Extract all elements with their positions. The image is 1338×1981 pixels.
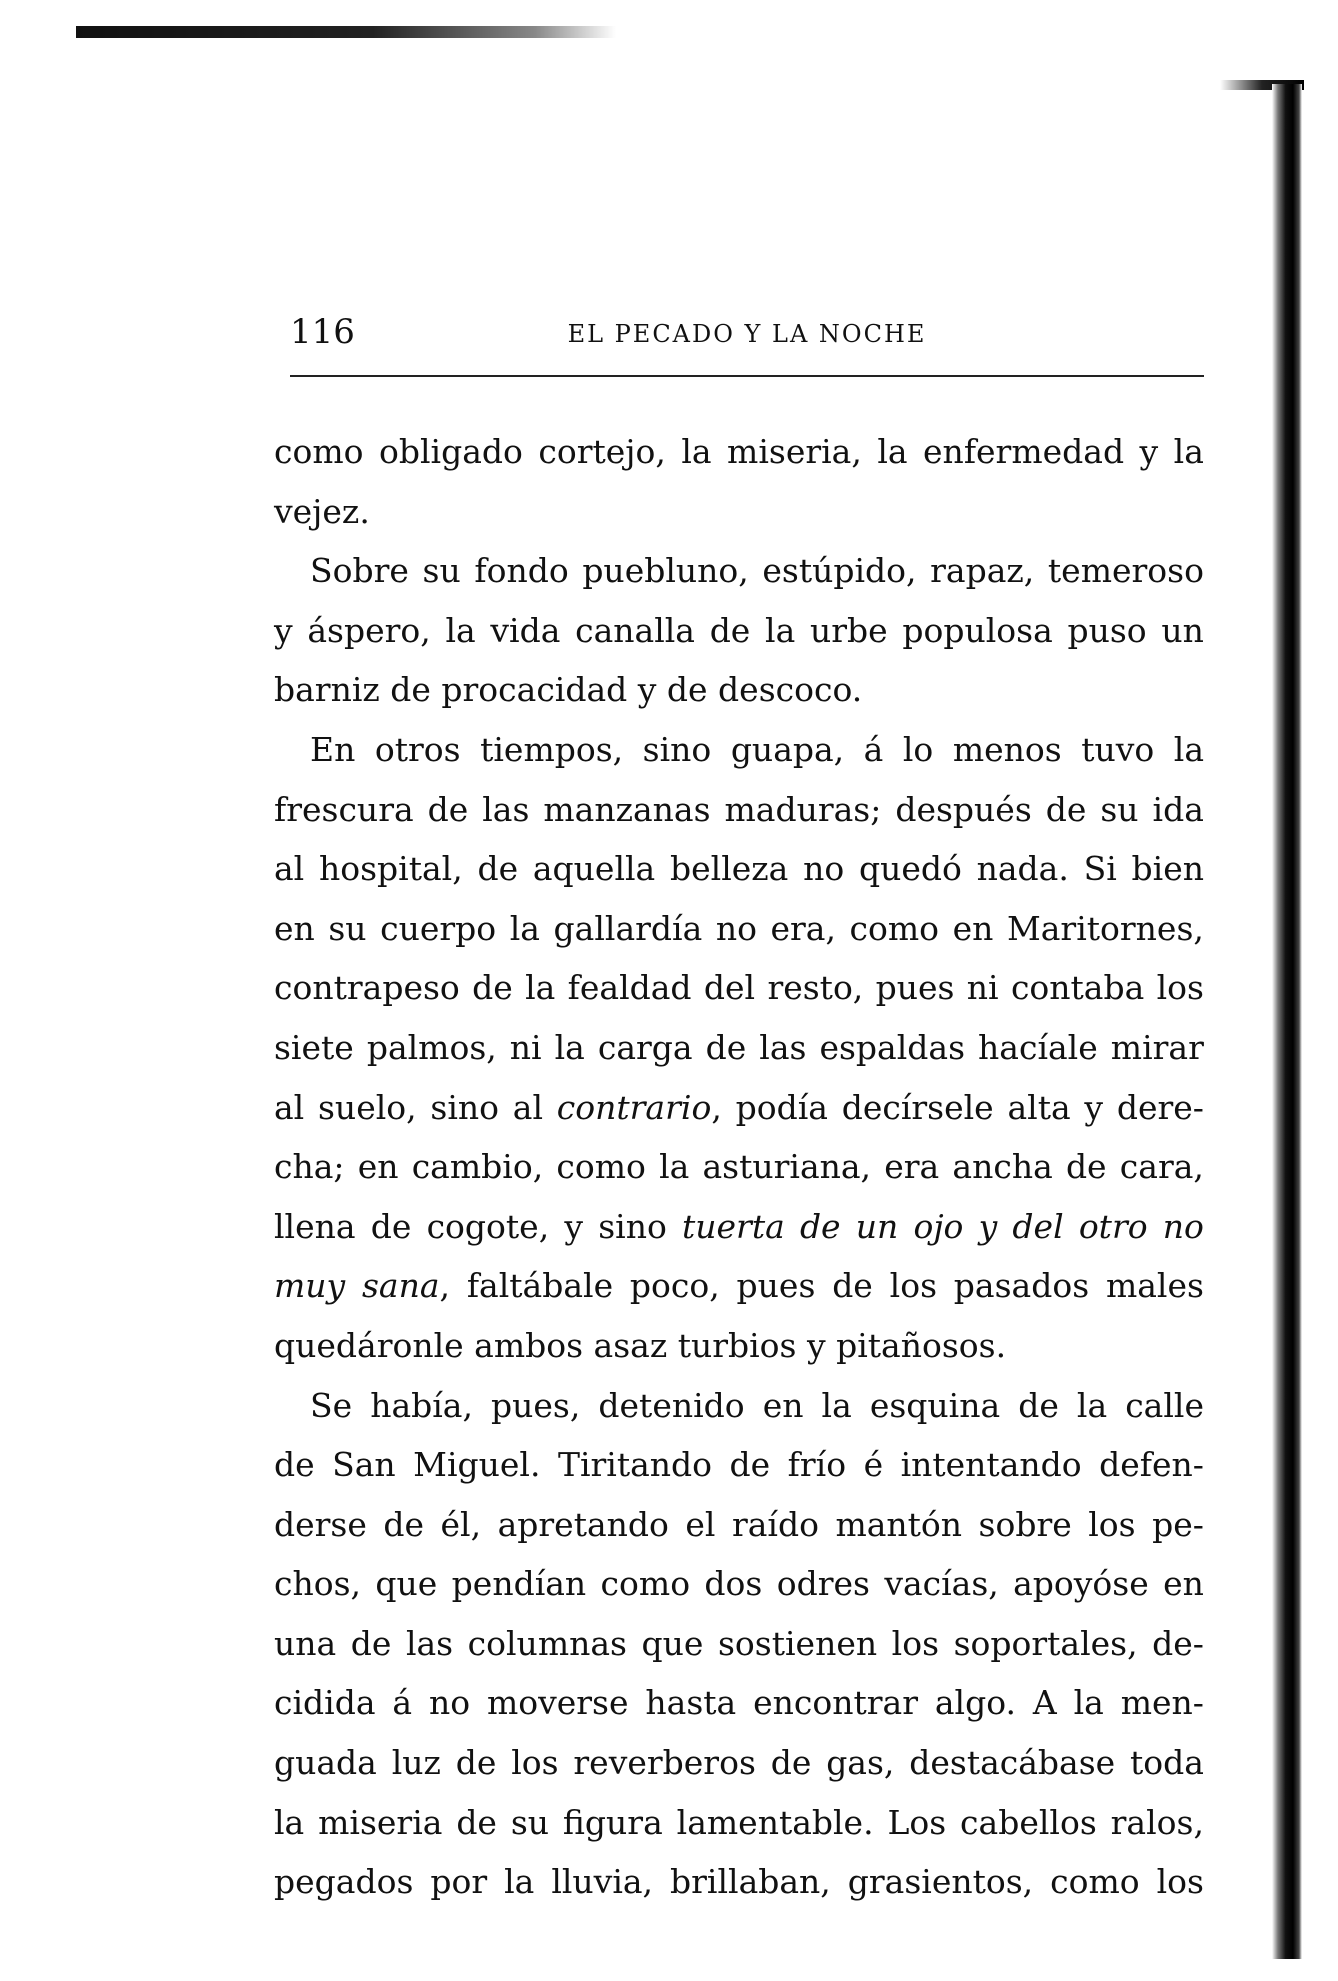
text-segment: de <box>1045 789 1087 829</box>
text-segment: los <box>1156 968 1204 1008</box>
text-segment: pegados <box>274 1862 414 1902</box>
text-segment: hacíale <box>978 1027 1098 1067</box>
text-segment: en <box>952 908 994 948</box>
text-line <box>274 1618 1204 1678</box>
text-segment: fondo <box>474 551 569 591</box>
text-segment: que <box>375 1564 438 1604</box>
text-segment: y <box>274 610 293 650</box>
text-segment: no <box>715 908 757 948</box>
text-segment: de <box>709 610 751 650</box>
text-segment: miseria <box>318 1802 443 1842</box>
text-segment: la <box>274 1802 305 1842</box>
text-segment: llena <box>274 1206 356 1246</box>
text-segment: de <box>832 1266 873 1306</box>
text-segment: menos <box>952 729 1062 769</box>
text-line <box>274 1677 1204 1737</box>
text-segment: ni <box>509 1027 542 1067</box>
text-segment: como <box>274 432 364 471</box>
text-segment: de <box>477 849 519 889</box>
text-segment: Si <box>1083 849 1117 889</box>
text-segment: de <box>383 1504 425 1544</box>
text-segment: guada <box>274 1743 377 1783</box>
text-segment: sino <box>598 1206 667 1246</box>
text-segment: males <box>1105 1266 1204 1306</box>
text-segment: puebluno, <box>582 551 749 591</box>
text-segment: su <box>1100 789 1139 829</box>
text-segment: encontrar <box>753 1683 918 1723</box>
text-segment: de <box>455 1743 497 1783</box>
text-segment: y <box>1084 1087 1104 1127</box>
text-segment: cogote, <box>426 1206 550 1246</box>
text-segment: su <box>328 908 367 948</box>
text-segment: sino <box>430 1087 500 1127</box>
text-segment: de <box>1065 1147 1107 1187</box>
text-segment: la <box>659 1147 690 1187</box>
text-segment: lamentable. <box>676 1802 874 1842</box>
italic-text: de <box>799 1206 841 1246</box>
text-segment: él, <box>440 1504 482 1544</box>
text-segment: de <box>456 1802 497 1842</box>
text-segment: los <box>891 1623 940 1663</box>
text-segment: sino <box>642 729 712 769</box>
text-segment: toda <box>1130 1743 1204 1783</box>
text-line <box>274 1439 1204 1499</box>
text-segment: en <box>1163 1564 1204 1604</box>
text-segment: la <box>1073 1683 1104 1723</box>
header-rule <box>290 375 1204 377</box>
word <box>557 1082 722 1142</box>
text-segment: destacábase <box>909 1743 1116 1783</box>
text-segment: urbe <box>809 610 888 650</box>
text-segment: ni <box>966 968 999 1008</box>
text-segment: como <box>556 1147 646 1187</box>
text-segment: suelo, <box>318 1087 417 1127</box>
text-segment: los <box>889 1266 937 1306</box>
text-line <box>274 1737 1204 1797</box>
text-segment: la <box>445 610 476 650</box>
text-segment: pues, <box>491 1385 581 1425</box>
scan-edge-top <box>76 26 616 38</box>
text-segment: estúpido, <box>762 551 917 591</box>
text-segment: era <box>884 1147 940 1187</box>
text-segment: cortejo, <box>538 432 666 471</box>
text-segment: siete <box>274 1027 354 1067</box>
text-line <box>274 545 1204 605</box>
running-title: EL PECADO Y LA NOCHE <box>567 320 927 348</box>
text-segment: quedáronle ambos asaz turbios y pitañosos. <box>274 1325 1007 1365</box>
text-segment: sostienen <box>717 1623 878 1663</box>
text-segment: como <box>600 1564 691 1604</box>
text-segment: manzanas <box>543 789 711 829</box>
text-segment: pendían <box>451 1564 587 1604</box>
text-segment: cambio, <box>411 1147 544 1187</box>
text-segment: Miguel. <box>413 1445 541 1485</box>
text-segment: la <box>554 1027 585 1067</box>
text-segment: la <box>504 1862 535 1902</box>
text-segment: gas, <box>826 1743 895 1783</box>
text-segment: de <box>274 1445 315 1485</box>
text-segment: el <box>685 1504 716 1544</box>
text-segment: los <box>1088 1504 1136 1544</box>
text-segment: guapa, <box>730 729 845 769</box>
text-segment: soportales, <box>953 1623 1138 1663</box>
text-segment: áspero, <box>307 610 431 650</box>
text-segment: un <box>1161 610 1204 650</box>
text-segment: vejez. <box>274 491 370 531</box>
italic-text: del <box>1012 1206 1064 1246</box>
text-segment: enfermedad <box>923 432 1125 471</box>
text-segment: En <box>310 729 356 769</box>
text-line <box>274 1380 1204 1440</box>
text-segment: de <box>705 1027 747 1067</box>
text-segment: pe- <box>1152 1504 1204 1544</box>
text-segment: asturiana, <box>702 1147 872 1187</box>
text-segment: bien <box>1131 849 1204 889</box>
text-line <box>274 486 1204 546</box>
text-segment: de <box>770 1743 812 1783</box>
text-segment: su <box>422 551 461 591</box>
text-segment: cha; <box>274 1147 345 1187</box>
text-line <box>274 1558 1204 1618</box>
text-segment: como <box>849 908 940 948</box>
text-segment: fealdad <box>567 968 692 1008</box>
text-segment: la <box>1173 729 1204 769</box>
text-line <box>274 605 1204 665</box>
text-segment: en <box>357 1147 399 1187</box>
italic-text: sana <box>362 1266 440 1306</box>
text-segment: reverberos <box>573 1743 756 1783</box>
text-segment: su <box>510 1802 550 1842</box>
text-segment: que <box>641 1623 704 1663</box>
text-segment: cidida <box>274 1683 376 1723</box>
text-segment: cuerpo <box>380 908 497 948</box>
text-segment: hospital, <box>318 849 463 889</box>
text-segment: al <box>512 1087 544 1127</box>
text-line <box>274 1022 1204 1082</box>
text-segment: ida <box>1152 789 1204 829</box>
text-segment: Se <box>310 1385 353 1425</box>
italic-text: ojo <box>913 1206 964 1246</box>
italic-text: muy <box>274 1266 346 1306</box>
text-segment: la <box>877 432 908 471</box>
text-segment: alta <box>1007 1087 1071 1127</box>
text-segment: Los <box>887 1802 947 1842</box>
text-line <box>274 1141 1204 1201</box>
text-segment: en <box>762 1385 804 1425</box>
text-segment: populosa <box>902 610 1053 650</box>
text-segment: la <box>525 968 556 1008</box>
text-segment: figura <box>562 1802 663 1842</box>
text-segment: y <box>564 1206 584 1246</box>
text-segment: canalla <box>575 610 695 650</box>
text-segment: nada. <box>976 849 1069 889</box>
page-number: 116 <box>290 312 355 352</box>
text-segment: dos <box>704 1564 763 1604</box>
text-segment: pasados <box>953 1266 1090 1306</box>
text-segment: otros <box>374 729 461 769</box>
text-segment: y <box>1139 432 1159 471</box>
text-segment: al <box>274 849 305 889</box>
italic-text: tuerta <box>682 1206 785 1246</box>
text-segment: decírsele <box>841 1087 994 1127</box>
text-segment: era, <box>770 908 836 948</box>
text-segment: de <box>427 789 469 829</box>
text-segment: la <box>765 610 796 650</box>
text-segment: A <box>1032 1683 1057 1723</box>
text-line <box>274 1082 1204 1142</box>
text-segment: lo <box>902 729 934 769</box>
text-segment: en <box>274 908 315 948</box>
text-segment: contaba <box>1010 968 1145 1008</box>
text-segment: vacías, <box>884 1564 999 1604</box>
text-segment: las <box>405 1623 454 1663</box>
text-segment: chos, <box>274 1564 362 1604</box>
text-line <box>274 1320 1204 1380</box>
text-line <box>274 426 1204 486</box>
text-line <box>274 724 1204 784</box>
text-segment: rapaz, <box>930 551 1035 591</box>
text-segment: faltábale <box>466 1266 614 1306</box>
text-segment: calle <box>1125 1385 1204 1425</box>
italic-text: contrario <box>556 1087 712 1127</box>
text-segment: barniz de procacidad y de descoco. <box>274 670 863 710</box>
text-segment: San <box>332 1445 396 1485</box>
text-segment: como <box>1050 1862 1140 1902</box>
text-segment: Sobre <box>310 551 409 591</box>
text-segment: luz <box>391 1743 441 1783</box>
text-segment: por <box>430 1862 488 1902</box>
text-segment: espaldas <box>819 1027 966 1067</box>
text-segment: de <box>350 1623 392 1663</box>
text-segment: men- <box>1120 1683 1204 1723</box>
text-line <box>274 843 1204 903</box>
text-segment: había, <box>370 1385 473 1425</box>
text-segment: no <box>803 849 845 889</box>
text-segment: de <box>729 1445 771 1485</box>
text-segment: ralos, <box>1110 1802 1204 1842</box>
text-segment: cara, <box>1119 1147 1204 1187</box>
text-segment: frescura <box>274 789 414 829</box>
text-segment: sobre <box>978 1504 1072 1544</box>
text-segment: de- <box>1152 1623 1204 1663</box>
text-segment: vida <box>490 610 561 650</box>
text-segment: odres <box>776 1564 870 1604</box>
text-line <box>274 1797 1204 1857</box>
word <box>362 1260 450 1320</box>
text-segment: esquina <box>869 1385 1001 1425</box>
text-segment: de <box>472 968 513 1008</box>
text-segment: tiempos, <box>480 729 624 769</box>
text-segment: las <box>759 1027 807 1067</box>
text-segment: algo. <box>934 1683 1016 1723</box>
text-segment: de <box>1018 1385 1059 1425</box>
text-segment: é <box>863 1445 884 1485</box>
text-segment: mantón <box>835 1504 963 1544</box>
text-segment: la <box>509 908 540 948</box>
text-line <box>274 1260 1204 1320</box>
text-segment: frío <box>787 1445 847 1485</box>
text-segment: moverse <box>486 1683 629 1723</box>
text-segment: podía <box>735 1087 828 1127</box>
text-segment: aquella <box>532 849 656 889</box>
text-segment: las <box>482 789 530 829</box>
text-segment: palmos, <box>366 1027 497 1067</box>
text-segment: del <box>703 968 756 1008</box>
text-segment: columnas <box>467 1623 627 1663</box>
italic-text: un <box>855 1206 899 1246</box>
text-segment: hasta <box>645 1683 737 1723</box>
text-segment: puso <box>1067 610 1147 650</box>
italic-text: no <box>1162 1206 1204 1246</box>
text-line <box>274 664 1204 724</box>
text-segment: Tiritando <box>557 1445 713 1485</box>
text-segment: á <box>863 729 884 769</box>
text-segment: de <box>370 1206 412 1246</box>
text-segment: raído <box>731 1504 819 1544</box>
text-segment: derse <box>274 1504 367 1544</box>
text-segment: la <box>681 432 712 471</box>
text-segment: intentando <box>900 1445 1082 1485</box>
text-segment: apretando <box>497 1504 669 1544</box>
text-segment: los <box>1156 1862 1204 1902</box>
text-segment: poco, <box>629 1266 720 1306</box>
text-line <box>274 962 1204 1022</box>
text-segment: carga <box>597 1027 693 1067</box>
text-segment: pues <box>736 1266 816 1306</box>
text-segment: tuvo <box>1081 729 1155 769</box>
text-segment: grasientos, <box>847 1862 1034 1902</box>
text-segment: resto, <box>767 968 864 1008</box>
italic-text: y <box>978 1206 998 1246</box>
scan-edge-right <box>1272 84 1302 1959</box>
text-segment: defen- <box>1099 1445 1204 1485</box>
text-segment: á <box>392 1683 413 1723</box>
text-segment: no <box>428 1683 471 1723</box>
italic-text: otro <box>1078 1206 1148 1246</box>
text-segment: la <box>1173 432 1204 471</box>
text-segment: apoyóse <box>1013 1564 1149 1604</box>
text-segment: cabellos <box>960 1802 1097 1842</box>
text-segment: después <box>895 789 1032 829</box>
text-line <box>274 1201 1204 1261</box>
text-line <box>274 1856 1204 1916</box>
text-segment: los <box>511 1743 559 1783</box>
text-segment: quedó <box>858 849 962 889</box>
text-segment: mirar <box>1110 1027 1204 1067</box>
text-segment: obligado <box>378 432 523 471</box>
text-segment: al <box>274 1087 305 1127</box>
page-header <box>290 312 1204 358</box>
text-segment: la <box>821 1385 852 1425</box>
text-segment: detenido <box>598 1385 745 1425</box>
text-segment: dere- <box>1116 1087 1204 1127</box>
text-line <box>274 903 1204 963</box>
text-segment: gallardía <box>553 908 703 948</box>
text-segment: , <box>439 1266 451 1306</box>
text-line <box>274 784 1204 844</box>
text-segment: belleza <box>669 849 789 889</box>
text-segment: ancha <box>952 1147 1053 1187</box>
text-line <box>274 1499 1204 1559</box>
text-segment: lluvia, <box>551 1862 654 1902</box>
text-segment: Maritornes, <box>1006 908 1204 948</box>
text-segment: temeroso <box>1047 551 1204 591</box>
text-segment: miseria, <box>727 432 862 471</box>
text-segment: una <box>274 1623 337 1663</box>
body-text <box>274 426 1204 1916</box>
text-segment: brillaban, <box>670 1862 831 1902</box>
text-segment: , <box>711 1087 722 1127</box>
text-segment: pues <box>875 968 955 1008</box>
text-segment: contrapeso <box>274 968 460 1008</box>
text-segment: la <box>1076 1385 1108 1425</box>
text-segment: maduras; <box>724 789 882 829</box>
